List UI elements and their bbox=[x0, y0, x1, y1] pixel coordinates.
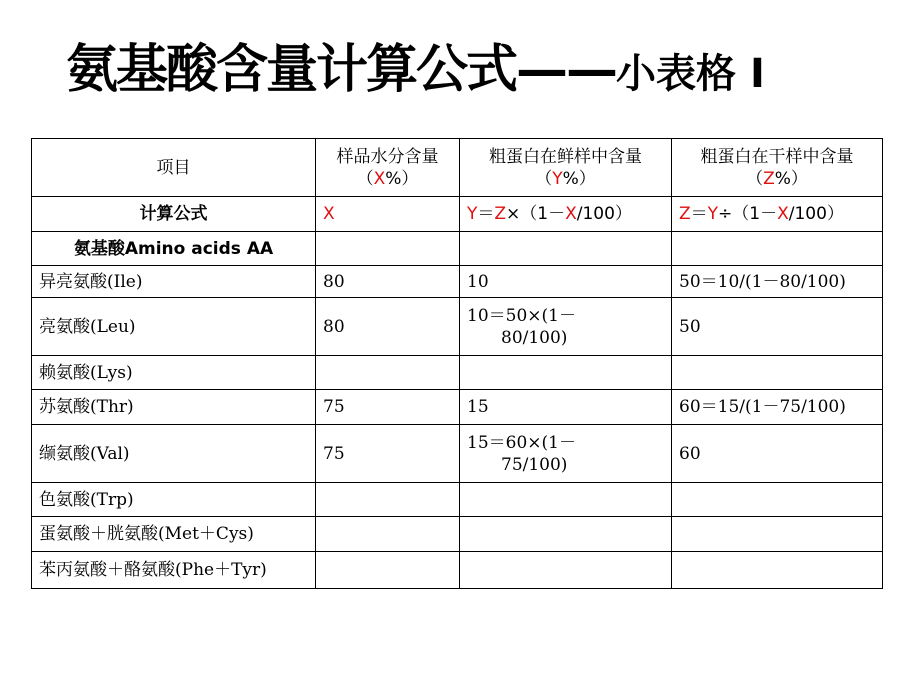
table-row bbox=[32, 517, 883, 552]
row-y bbox=[460, 517, 672, 552]
formula-y: Y＝Z×（1－X/100） bbox=[460, 197, 672, 232]
table-row bbox=[32, 425, 883, 483]
formula-row bbox=[32, 197, 883, 232]
header-moisture-line1: 样品水分含量 bbox=[336, 146, 439, 167]
row-z bbox=[672, 517, 883, 552]
row-name: 亮氨酸(Leu) bbox=[32, 298, 316, 356]
formula-label: 计算公式 bbox=[32, 197, 316, 232]
row-x: 75 bbox=[316, 425, 460, 483]
table-row bbox=[32, 298, 883, 356]
title-main: 氨基酸含量计算公式—— bbox=[66, 39, 617, 100]
row-name: 异亮氨酸(Ile) bbox=[32, 266, 316, 298]
row-z: 50＝10/(1－80/100) bbox=[672, 266, 883, 298]
row-y: 10＝50×(1－ 80/100) bbox=[460, 298, 672, 356]
row-x: 80 bbox=[316, 266, 460, 298]
row-name: 苯丙氨酸＋酪氨酸(Phe＋Tyr) bbox=[32, 552, 316, 589]
row-x: 80 bbox=[316, 298, 460, 356]
table-row bbox=[32, 266, 883, 298]
row-y: 15＝60×(1－ 75/100) bbox=[460, 425, 672, 483]
row-x: 75 bbox=[316, 390, 460, 425]
row-y bbox=[460, 483, 672, 517]
row-z: 50 bbox=[672, 298, 883, 356]
var-y: Y bbox=[552, 168, 563, 189]
row-z bbox=[672, 483, 883, 517]
row-name: 苏氨酸(Thr) bbox=[32, 390, 316, 425]
header-fresh-line2: （Y%） bbox=[535, 168, 596, 189]
header-moisture-line2: （X%） bbox=[356, 168, 419, 189]
table-row bbox=[32, 390, 883, 425]
row-x bbox=[316, 552, 460, 589]
row-z: 60＝15/(1－75/100) bbox=[672, 390, 883, 425]
title-sub: 小表格 I bbox=[616, 51, 765, 97]
header-item: 项目 bbox=[32, 139, 316, 197]
row-y bbox=[460, 356, 672, 390]
page-title bbox=[66, 30, 765, 110]
row-z bbox=[672, 356, 883, 390]
header-dry-protein bbox=[672, 139, 883, 197]
row-x bbox=[316, 356, 460, 390]
header-dry-line1: 粗蛋白在干样中含量 bbox=[700, 146, 854, 167]
row-x bbox=[316, 517, 460, 552]
row-x bbox=[316, 483, 460, 517]
row-y: 10 bbox=[460, 266, 672, 298]
row-z: 60 bbox=[672, 425, 883, 483]
table-header-row bbox=[32, 139, 883, 197]
formula-x: X bbox=[316, 197, 460, 232]
row-z bbox=[672, 552, 883, 589]
header-moisture bbox=[316, 139, 460, 197]
amino-acid-table bbox=[31, 138, 883, 589]
aa-header-row bbox=[32, 232, 883, 266]
table-row bbox=[32, 483, 883, 517]
header-dry-line2: （Z%） bbox=[746, 168, 808, 189]
row-y: 15 bbox=[460, 390, 672, 425]
header-fresh-protein bbox=[460, 139, 672, 197]
var-x: X bbox=[373, 168, 386, 189]
header-fresh-line1: 粗蛋白在鲜样中含量 bbox=[489, 146, 642, 167]
row-name: 缬氨酸(Val) bbox=[32, 425, 316, 483]
table-row bbox=[32, 356, 883, 390]
aa-header-label: 氨基酸Amino acids AA bbox=[32, 232, 316, 266]
row-name: 蛋氨酸＋胱氨酸(Met＋Cys) bbox=[32, 517, 316, 552]
row-name: 色氨酸(Trp) bbox=[32, 483, 316, 517]
row-name: 赖氨酸(Lys) bbox=[32, 356, 316, 390]
var-z: Z bbox=[763, 168, 775, 189]
formula-z: Z＝Y÷（1－X/100） bbox=[672, 197, 883, 232]
table-row bbox=[32, 552, 883, 589]
row-y bbox=[460, 552, 672, 589]
